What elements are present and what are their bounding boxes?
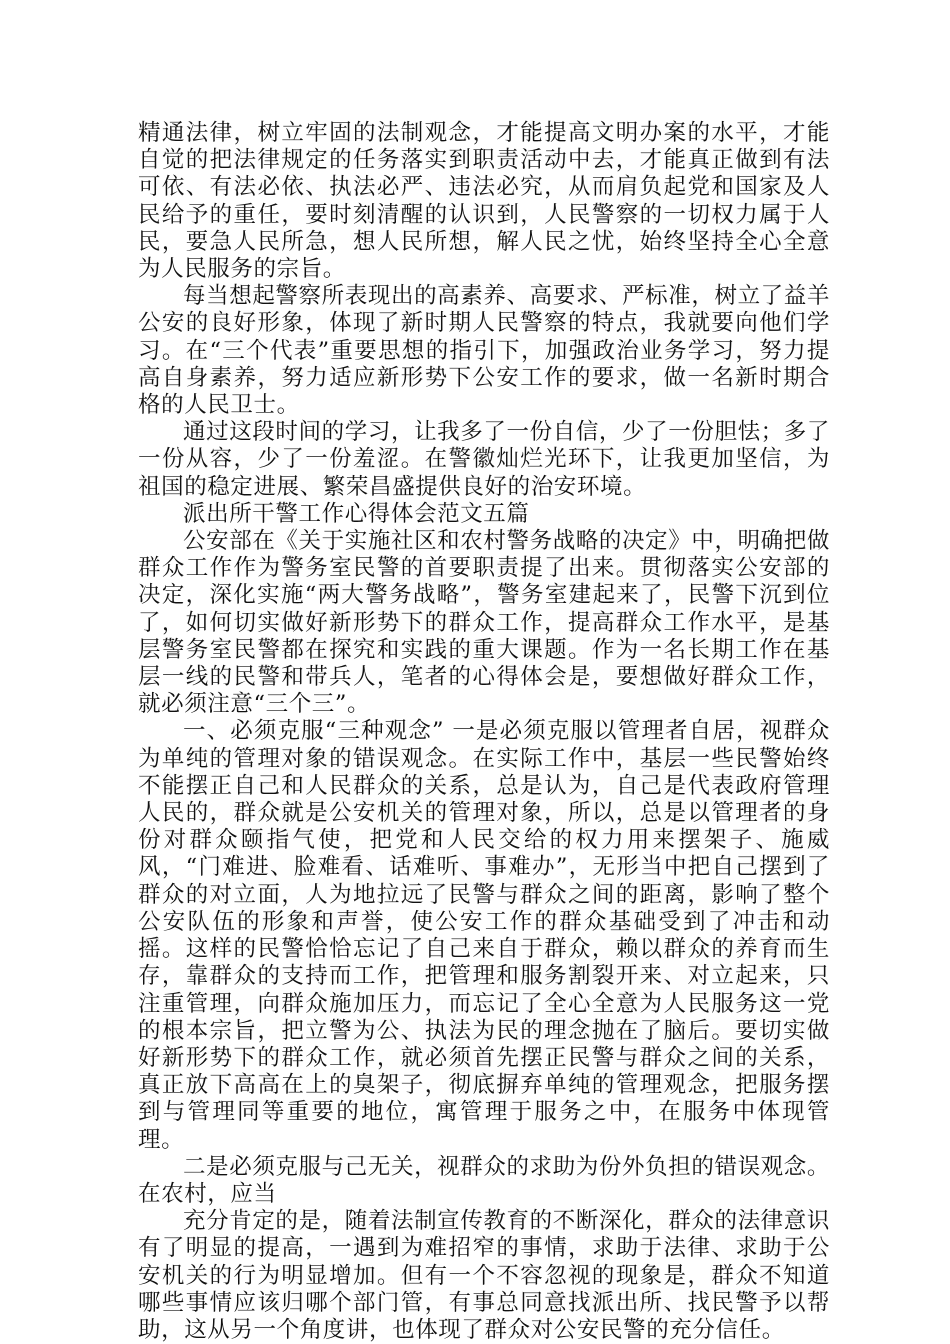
paragraph: 通过这段时间的学习，让我多了一份自信，少了一份胆怯；多了一份从容，少了一份羞涩。在警徽灿烂光环下，让我更加坚信，为祖国的稳定进展、繁荣昌盛提供良好的治安环境。 bbox=[138, 419, 830, 500]
paragraph: 公安部在《关于实施社区和农村警务战略的决定》中，明确把做群众工作作为警务室民警的首要职责提了出来。贯彻落实公安部的决定，深化实施“两大警务战略”，警务室建起来了，民警下沉到位了，如何切实做好新形势下的群众工作，提高群众工作水平，是基层警务室民警都在探究和实践的重大课题。作为一名长期工作在基层一线的民警和带兵人，笔者的心得体会是，要想做好群众工作，就必须注意“三个三”。 bbox=[138, 528, 830, 718]
article-title: 派出所干警工作心得体会范文五篇 bbox=[183, 500, 530, 527]
paragraph: 充分肯定的是，随着法制宣传教育的不断深化，群众的法律意识有了明显的提高，一遇到为难招窄的事情，求助于法律、求助于公安机关的行为明显增加。但有一个不容忽视的现象是，群众不知道哪些事情应该归哪个部门管，有事总同意找派出所、找民警予以帮助，这从另一个角度讲，也体现了群众对公安民警的充分信任。 bbox=[138, 1208, 830, 1343]
document-body bbox=[138, 120, 830, 1344]
paragraph: 每当想起警察所表现出的高素养、高要求、严标准，树立了益羊公安的良好形象，体现了新时期人民警察的特点，我就要向他们学习。在“三个代表”重要思想的指引下，加强政治业务学习，努力提高自身素养，努力适应新形势下公安工作的要求，做一名新时期合格的人民卫士。 bbox=[138, 283, 830, 419]
paragraph: 二是必须克服与己无关，视群众的求助为份外负担的错误观念。在农村，应当 bbox=[138, 1153, 830, 1207]
paragraph: 一、必须克服“三种观念” 一是必须克服以管理者自居，视群众为单纯的管理对象的错误观念。在实际工作中，基层一些民警始终不能摆正自己和人民群众的关系，总是认为，自己是代表政府管理人民的，群众就是公安机关的管理对象，所以，总是以管理者的身份对群众颐指气使，把党和人民交给的权力用来摆架子、施威风，“门难进、脸难看、话难听、事难办”，无形当中把自己摆到了群众的对立面，人为地拉远了民警与群众之间的距离，影响了整个公安队伍的形象和声誉，使公安工作的群众基础受到了冲击和动摇。这样的民警恰恰忘记了自己来自于群众，赖以群众的养育而生存，靠群众的支持而工作，把管理和服务割裂开来、对立起来，只注重管理，向群众施加压力，而忘记了全心全意为人民服务这一党的根本宗旨，把立警为公、执法为民的理念抛在了脑后。要切实做好新形势下的群众工作，就必须首先摆正民警与群众之间的关系，真正放下高高在上的臭架子，彻底摒弃单纯的管理观念，把服务摆到与管理同等重要的地位，寓管理于服务之中，在服务中体现管理。 bbox=[138, 718, 830, 1153]
paragraph-continuation: 精通法律，树立牢固的法制观念，才能提高文明办案的水平，才能自觉的把法律规定的任务落实到职责活动中去，才能真正做到有法可依、有法必依、执法必严、违法必究，从而肩负起党和国家及人民给予的重任，要时刻清醒的认识到，人民警察的一切权力属于人民，要急人民所急，想人民所想，解人民之忧，始终坚持全心全意为人民服务的宗旨。 bbox=[138, 120, 830, 283]
